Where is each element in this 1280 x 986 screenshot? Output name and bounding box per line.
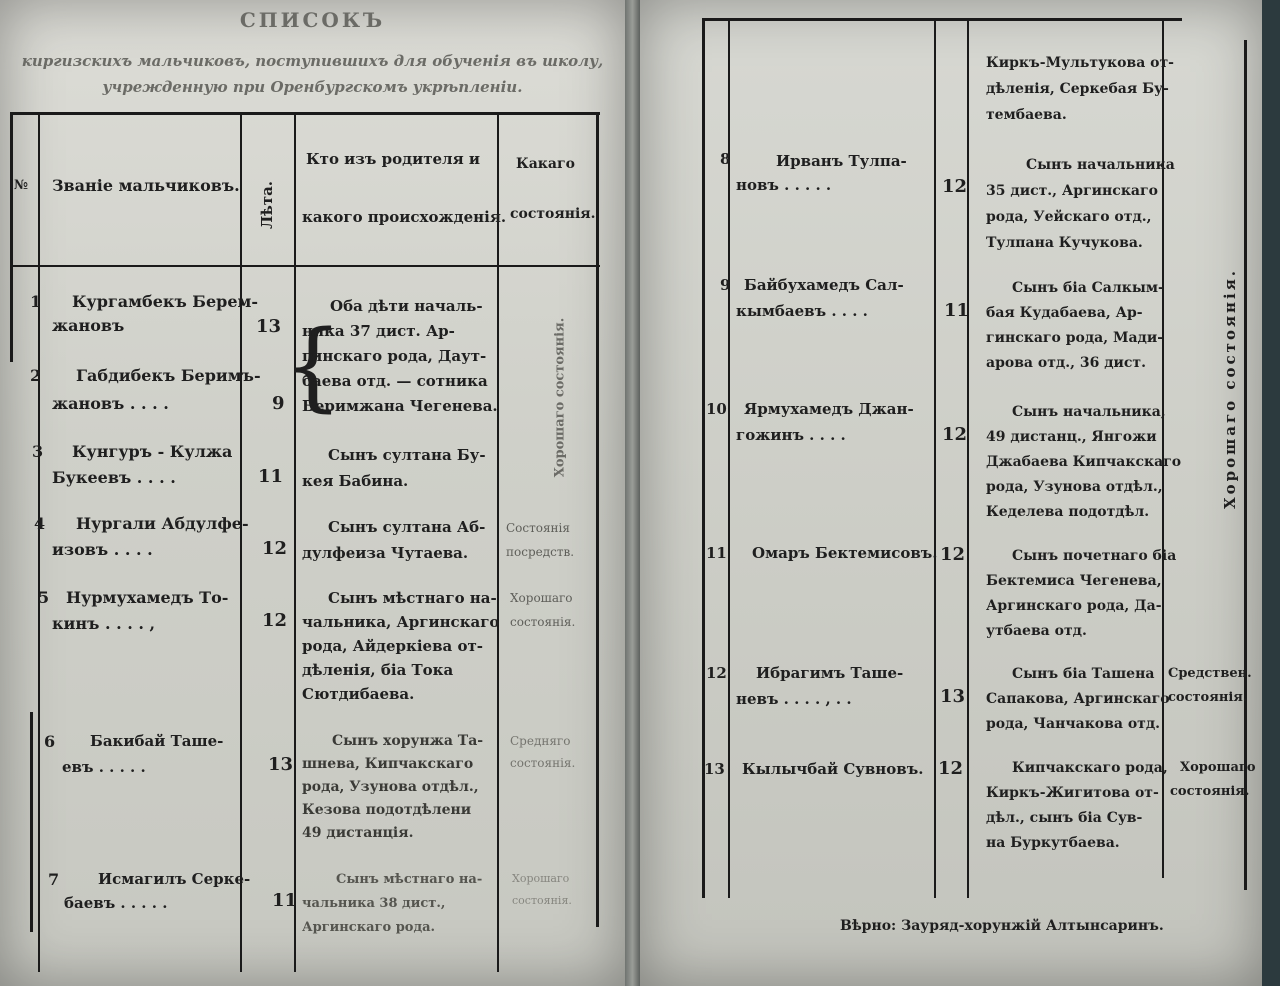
origin-line: Сынъ хорунжа Та- bbox=[332, 733, 484, 749]
row-10-name-2: гожинъ . . . . bbox=[736, 426, 846, 444]
row-10-origin bbox=[986, 400, 1181, 525]
list-subtitle-line-2: учрежденную при Оренбургскомъ укрѣпленіи. bbox=[102, 78, 523, 96]
row-10-num: 10 bbox=[706, 400, 727, 418]
row-12-name-1: Ибрагимъ Таше- bbox=[756, 664, 904, 682]
row-4-name-2: изовъ . . . . bbox=[52, 540, 153, 559]
origin-line: 49 дистанція. bbox=[302, 825, 414, 841]
origin-line: кея Бабина. bbox=[302, 472, 409, 490]
row-7-name-1: Исмагилъ Серке- bbox=[98, 870, 251, 888]
row-cont-origin bbox=[986, 50, 1174, 128]
origin-line: Тулпана Кучукова. bbox=[986, 235, 1143, 251]
row-2-name-2: жановъ . . . . bbox=[52, 394, 169, 413]
origin-line: Сютдибаева. bbox=[302, 685, 415, 703]
origin-line: Киркъ-Жигитова от- bbox=[986, 785, 1159, 801]
row-3-name-1: Кунгуръ - Кулжа bbox=[72, 442, 233, 461]
age-column-divider bbox=[294, 112, 296, 972]
origin-line: Бектемиса Чегенева, bbox=[986, 573, 1162, 589]
origin-line: Кипчакскаго рода, bbox=[1012, 760, 1168, 776]
row-6-origin bbox=[302, 730, 483, 845]
row-7-num: 7 bbox=[48, 870, 60, 889]
row-4-age: 12 bbox=[262, 538, 288, 559]
origin-line: чальника 38 дист., bbox=[302, 896, 446, 911]
row-6-name-2: евъ . . . . . bbox=[62, 758, 146, 776]
origin-line: Джабаева Кипчакскаго bbox=[986, 454, 1182, 470]
origin-line: Киркъ-Мультукова от- bbox=[986, 55, 1174, 71]
right-age-column-divider bbox=[967, 18, 969, 898]
rows-1-2-origin-line: Оба дѣти началь- bbox=[330, 297, 483, 315]
origin-line: Сынъ почетнаго біа bbox=[1012, 548, 1177, 564]
origin-line: Сынъ мѣстнаго на- bbox=[328, 589, 497, 607]
origin-line: рода, Уейскаго отд., bbox=[986, 209, 1152, 225]
origin-line: Сынъ мѣстнаго на- bbox=[336, 872, 483, 887]
row-6-num: 6 bbox=[44, 732, 56, 751]
row-9-num: 9 bbox=[720, 276, 731, 294]
row-5-age: 12 bbox=[262, 610, 288, 631]
row-12-num: 12 bbox=[706, 664, 727, 682]
header-age: Лѣта. bbox=[258, 180, 276, 230]
row-11-num: 11 bbox=[706, 544, 727, 562]
table-left-border-lower bbox=[30, 712, 33, 932]
header-state-2: состоянія. bbox=[510, 206, 596, 222]
rows-8-11-state: Хорошаго состоянія. bbox=[1221, 267, 1239, 509]
state-line: Средствен. bbox=[1168, 666, 1252, 681]
row-3-name-2: Букеевъ . . . . bbox=[52, 468, 176, 487]
row-8-name-1: Ирванъ Тулпа- bbox=[776, 152, 907, 170]
origin-line: Сынъ начальника bbox=[1026, 157, 1175, 173]
state-line: Хорошаго bbox=[512, 872, 570, 885]
origin-line: бая Кудабаева, Ар- bbox=[986, 305, 1143, 321]
row-10-age: 12 bbox=[942, 424, 968, 445]
row-8-num: 8 bbox=[720, 150, 731, 168]
origin-line: арова отд., 36 дист. bbox=[986, 355, 1146, 371]
state-line: посредств. bbox=[506, 545, 575, 559]
origin-line: 49 дистанц., Янгожи bbox=[986, 429, 1157, 445]
origin-line: Сынъ біа Ташена bbox=[1012, 666, 1155, 682]
right-name-column-divider bbox=[934, 18, 936, 898]
row-6-state bbox=[510, 730, 575, 774]
origin-line: Сынъ начальника, bbox=[1012, 404, 1166, 420]
row-5-origin bbox=[302, 586, 499, 706]
row-7-name-2: баевъ . . . . . bbox=[64, 894, 168, 912]
row-2-name-1: Габдибекъ Беримъ- bbox=[76, 366, 261, 385]
row-5-name-1: Нурмухамедъ То- bbox=[66, 588, 229, 607]
origin-line: дулфеиза Чутаева. bbox=[302, 544, 469, 562]
header-origin-1: Кто изъ родителя и bbox=[306, 150, 481, 168]
state-line: Состоянія bbox=[506, 521, 570, 535]
origin-line: гинскаго рода, Мади- bbox=[986, 330, 1164, 346]
right-page bbox=[640, 0, 1262, 986]
row-1-name-2: жановъ bbox=[52, 316, 125, 335]
row-9-name-2: кымбаевъ . . . . bbox=[736, 302, 868, 320]
left-page bbox=[0, 0, 625, 986]
row-2-num: 2 bbox=[30, 366, 42, 385]
table-top-border bbox=[10, 112, 600, 115]
brace: { bbox=[282, 310, 344, 422]
origin-column-divider bbox=[497, 112, 499, 972]
row-11-origin bbox=[986, 544, 1176, 644]
origin-line: Сапакова, Аргинскаго bbox=[986, 691, 1170, 707]
origin-line: Кеделева подотдѣл. bbox=[986, 504, 1150, 520]
origin-line: шнева, Кипчакскаго bbox=[302, 756, 474, 772]
row-3-age: 11 bbox=[258, 466, 284, 487]
row-13-state bbox=[1170, 756, 1256, 804]
header-state-1: Какаго bbox=[516, 156, 575, 172]
rows-1-5-state: Хорошаго состоянія. bbox=[552, 317, 568, 478]
row-12-name-2: невъ . . . . , . . bbox=[736, 690, 852, 708]
origin-line: Кезова подотдѣлени bbox=[302, 802, 472, 818]
rows-1-2-origin bbox=[302, 294, 498, 419]
table-right-border bbox=[596, 112, 599, 927]
origin-line: рода, Узунова отдѣл., bbox=[302, 779, 479, 795]
state-line: состоянія. bbox=[510, 615, 576, 629]
state-line: состоянія. bbox=[510, 756, 576, 770]
row-2-age: 9 bbox=[272, 393, 285, 414]
state-line: состоянія. bbox=[1168, 690, 1248, 705]
origin-line: рода, Чанчакова отд. bbox=[986, 716, 1161, 732]
row-9-origin bbox=[986, 276, 1164, 376]
row-13-name-1: Кылычбай Сувновъ. bbox=[742, 760, 924, 778]
origin-line: на Буркутбаева. bbox=[986, 835, 1120, 851]
row-1-num: 1 bbox=[30, 292, 42, 311]
row-13-origin bbox=[986, 756, 1168, 856]
origin-line: утбаева отд. bbox=[986, 623, 1087, 639]
state-line: состоянія. bbox=[512, 894, 572, 907]
origin-line: рода, Айдеркіева от- bbox=[302, 637, 483, 655]
origin-line: чальника, Аргинскаго bbox=[302, 613, 500, 631]
table-left-border bbox=[10, 112, 13, 362]
row-1-age: 13 bbox=[256, 316, 282, 337]
row-12-state bbox=[1168, 662, 1252, 710]
rows-1-2-origin-line: баева отд. — сотника bbox=[302, 372, 488, 390]
header-name: Званіе мальчиковъ. bbox=[52, 176, 240, 195]
state-line: Средняго bbox=[510, 734, 571, 748]
header-bottom-border bbox=[10, 265, 600, 267]
origin-line: дѣленія, біа Тока bbox=[302, 661, 454, 679]
row-10-name-1: Ярмухамедъ Джан- bbox=[744, 400, 914, 418]
row-8-age: 12 bbox=[942, 176, 968, 197]
origin-line: дѣленія, Серкебая Бу- bbox=[986, 81, 1169, 97]
rows-1-2-origin-line: гинскаго рода, Даут- bbox=[302, 347, 487, 365]
name-column-divider bbox=[240, 112, 242, 972]
row-8-origin bbox=[986, 152, 1175, 256]
row-7-state bbox=[512, 868, 572, 912]
origin-line: Сынъ біа Салкым- bbox=[1012, 280, 1164, 296]
list-subtitle-line-1: киргизскихъ мальчиковъ, поступившихъ для обученія въ школу, bbox=[21, 52, 604, 70]
row-4-name-1: Нургали Абдулфе- bbox=[76, 514, 249, 533]
row-6-name-1: Бакибай Таше- bbox=[90, 732, 224, 750]
origin-line: дѣл., сынъ біа Сув- bbox=[986, 810, 1143, 826]
row-12-age: 13 bbox=[940, 686, 966, 707]
row-9-age: 11 bbox=[944, 300, 970, 321]
signature: Вѣрно: Зауряд-хорунжій Алтынсаринъ. bbox=[840, 918, 1164, 934]
row-13-age: 12 bbox=[938, 758, 964, 779]
row-9-name-1: Байбухамедъ Сал- bbox=[744, 276, 904, 294]
row-5-num: 5 bbox=[38, 588, 50, 607]
origin-line: Аргинскаго рода. bbox=[302, 920, 436, 935]
row-7-origin bbox=[302, 868, 482, 940]
origin-line: тембаева. bbox=[986, 107, 1067, 123]
row-3-origin bbox=[302, 442, 486, 494]
origin-line: рода, Узунова отдѣл., bbox=[986, 479, 1163, 495]
origin-line: Аргинскаго рода, Да- bbox=[986, 598, 1162, 614]
state-line: Хорошаго bbox=[1180, 760, 1256, 775]
row-7-age: 11 bbox=[272, 890, 298, 911]
row-12-origin bbox=[986, 662, 1170, 737]
book-gutter bbox=[625, 0, 640, 986]
right-table-top-border bbox=[702, 18, 1182, 21]
row-13-num: 13 bbox=[704, 760, 725, 778]
header-origin-2: какого происхожденія. bbox=[302, 208, 507, 226]
state-line: Хорошаго bbox=[510, 591, 573, 605]
row-3-num: 3 bbox=[32, 442, 44, 461]
row-1-name-1: Кургамбекъ Берем- bbox=[72, 292, 259, 311]
row-11-name-1: Омаръ Бектемисовъ. bbox=[752, 544, 938, 562]
header-num: № bbox=[14, 178, 29, 193]
origin-line: Сынъ султана Бу- bbox=[328, 446, 486, 464]
row-6-age: 13 bbox=[268, 754, 294, 775]
row-11-age: 12 bbox=[940, 544, 966, 565]
rows-1-2-origin-line: ника 37 дист. Ар- bbox=[302, 322, 455, 340]
origin-line: Сынъ султана Аб- bbox=[328, 518, 486, 536]
rows-1-2-origin-line: Беримжана Чегенева. bbox=[302, 397, 498, 415]
row-4-state bbox=[506, 516, 574, 564]
list-title: СПИСОКЪ bbox=[239, 8, 386, 32]
num-column-divider bbox=[38, 112, 40, 972]
row-4-origin bbox=[302, 514, 485, 566]
row-8-name-2: новъ . . . . . bbox=[736, 176, 832, 194]
origin-line: 35 дист., Аргинскаго bbox=[986, 183, 1158, 199]
row-5-state bbox=[510, 586, 575, 634]
row-4-num: 4 bbox=[34, 514, 46, 533]
row-5-name-2: кинъ . . . . , bbox=[52, 614, 156, 633]
state-line: состоянія. bbox=[1170, 784, 1250, 799]
